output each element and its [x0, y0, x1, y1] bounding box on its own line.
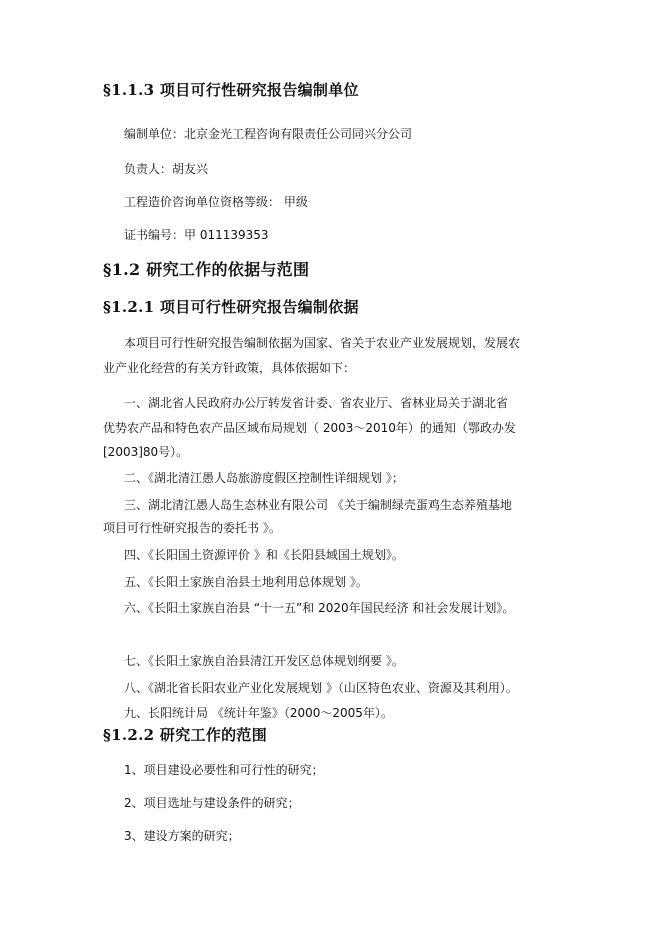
qualification-grade: 工程造价咨询单位资格等级： 甲级 [124, 195, 308, 209]
basis-item-6: 六、《长阳土家族自治县 “十一五”和 2020年国民经济 和社会发展计划》。 [124, 601, 515, 615]
basis-item-7: 七、《长阳土家族自治县清江开发区总体规划纲要 》。 [124, 654, 404, 668]
heading-1-2: §1.2 研究工作的依据与范围 [103, 260, 310, 279]
basis-item-1-line2: 优势农产品和特色农产品区域布局规划（ 2003～2010年）的通知（鄂政办发 [103, 421, 516, 435]
basis-item-8: 八、《湖北省长阳农业产业化发展规划 》（山区特色农业、资源及其利用）。 [124, 681, 518, 695]
basis-item-3-line2: 项目可行性研究报告的委托书 》。 [103, 521, 281, 535]
basis-intro-line2: 业产业化经营的有关方针政策，具体依据如下： [103, 361, 356, 375]
responsible-person: 负责人：胡友兴 [124, 162, 209, 176]
basis-item-9: 九、长阳统计局 《统计年鉴》（2000～2005年）。 [124, 706, 393, 720]
heading-1-2-1: §1.2.1 项目可行性研究报告编制依据 [103, 298, 359, 316]
scope-item-1: 1、项目建设必要性和可行性的研究； [124, 763, 324, 777]
scope-item-2: 2、项目选址与建设条件的研究； [124, 796, 300, 810]
basis-item-3-line1: 三、湖北清江愚人岛生态林业有限公司 《关于编制绿壳蛋鸡生态养殖基地 [124, 498, 512, 512]
basis-intro-line1: 本项目可行性研究报告编制依据为国家、省关于农业产业发展规划，发展农 [124, 336, 521, 350]
basis-item-5: 五、《长阳土家族自治县土地利用总体规划 》。 [124, 575, 368, 589]
compiling-unit: 编制单位：北京金光工程咨询有限责任公司同兴分公司 [124, 127, 413, 141]
scope-item-3: 3、建设方案的研究； [124, 829, 240, 843]
basis-item-2: 二、《湖北清江愚人岛旅游度假区控制性详细规划 》； [124, 471, 404, 485]
heading-1-2-2: §1.2.2 研究工作的范围 [103, 726, 268, 744]
basis-item-1-line3: [2003]80号）。 [103, 445, 189, 459]
basis-item-4: 四、《长阳国土资源评价 》和《长阳县域国土规划》。 [124, 548, 404, 562]
basis-item-1-line1: 一、湖北省人民政府办公厅转发省计委、省农业厅、省林业局关于湖北省 [124, 396, 509, 410]
certificate-number: 证书编号：甲 011139353 [124, 228, 269, 242]
heading-1-1-3: §1.1.3 项目可行性研究报告编制单位 [103, 81, 359, 99]
